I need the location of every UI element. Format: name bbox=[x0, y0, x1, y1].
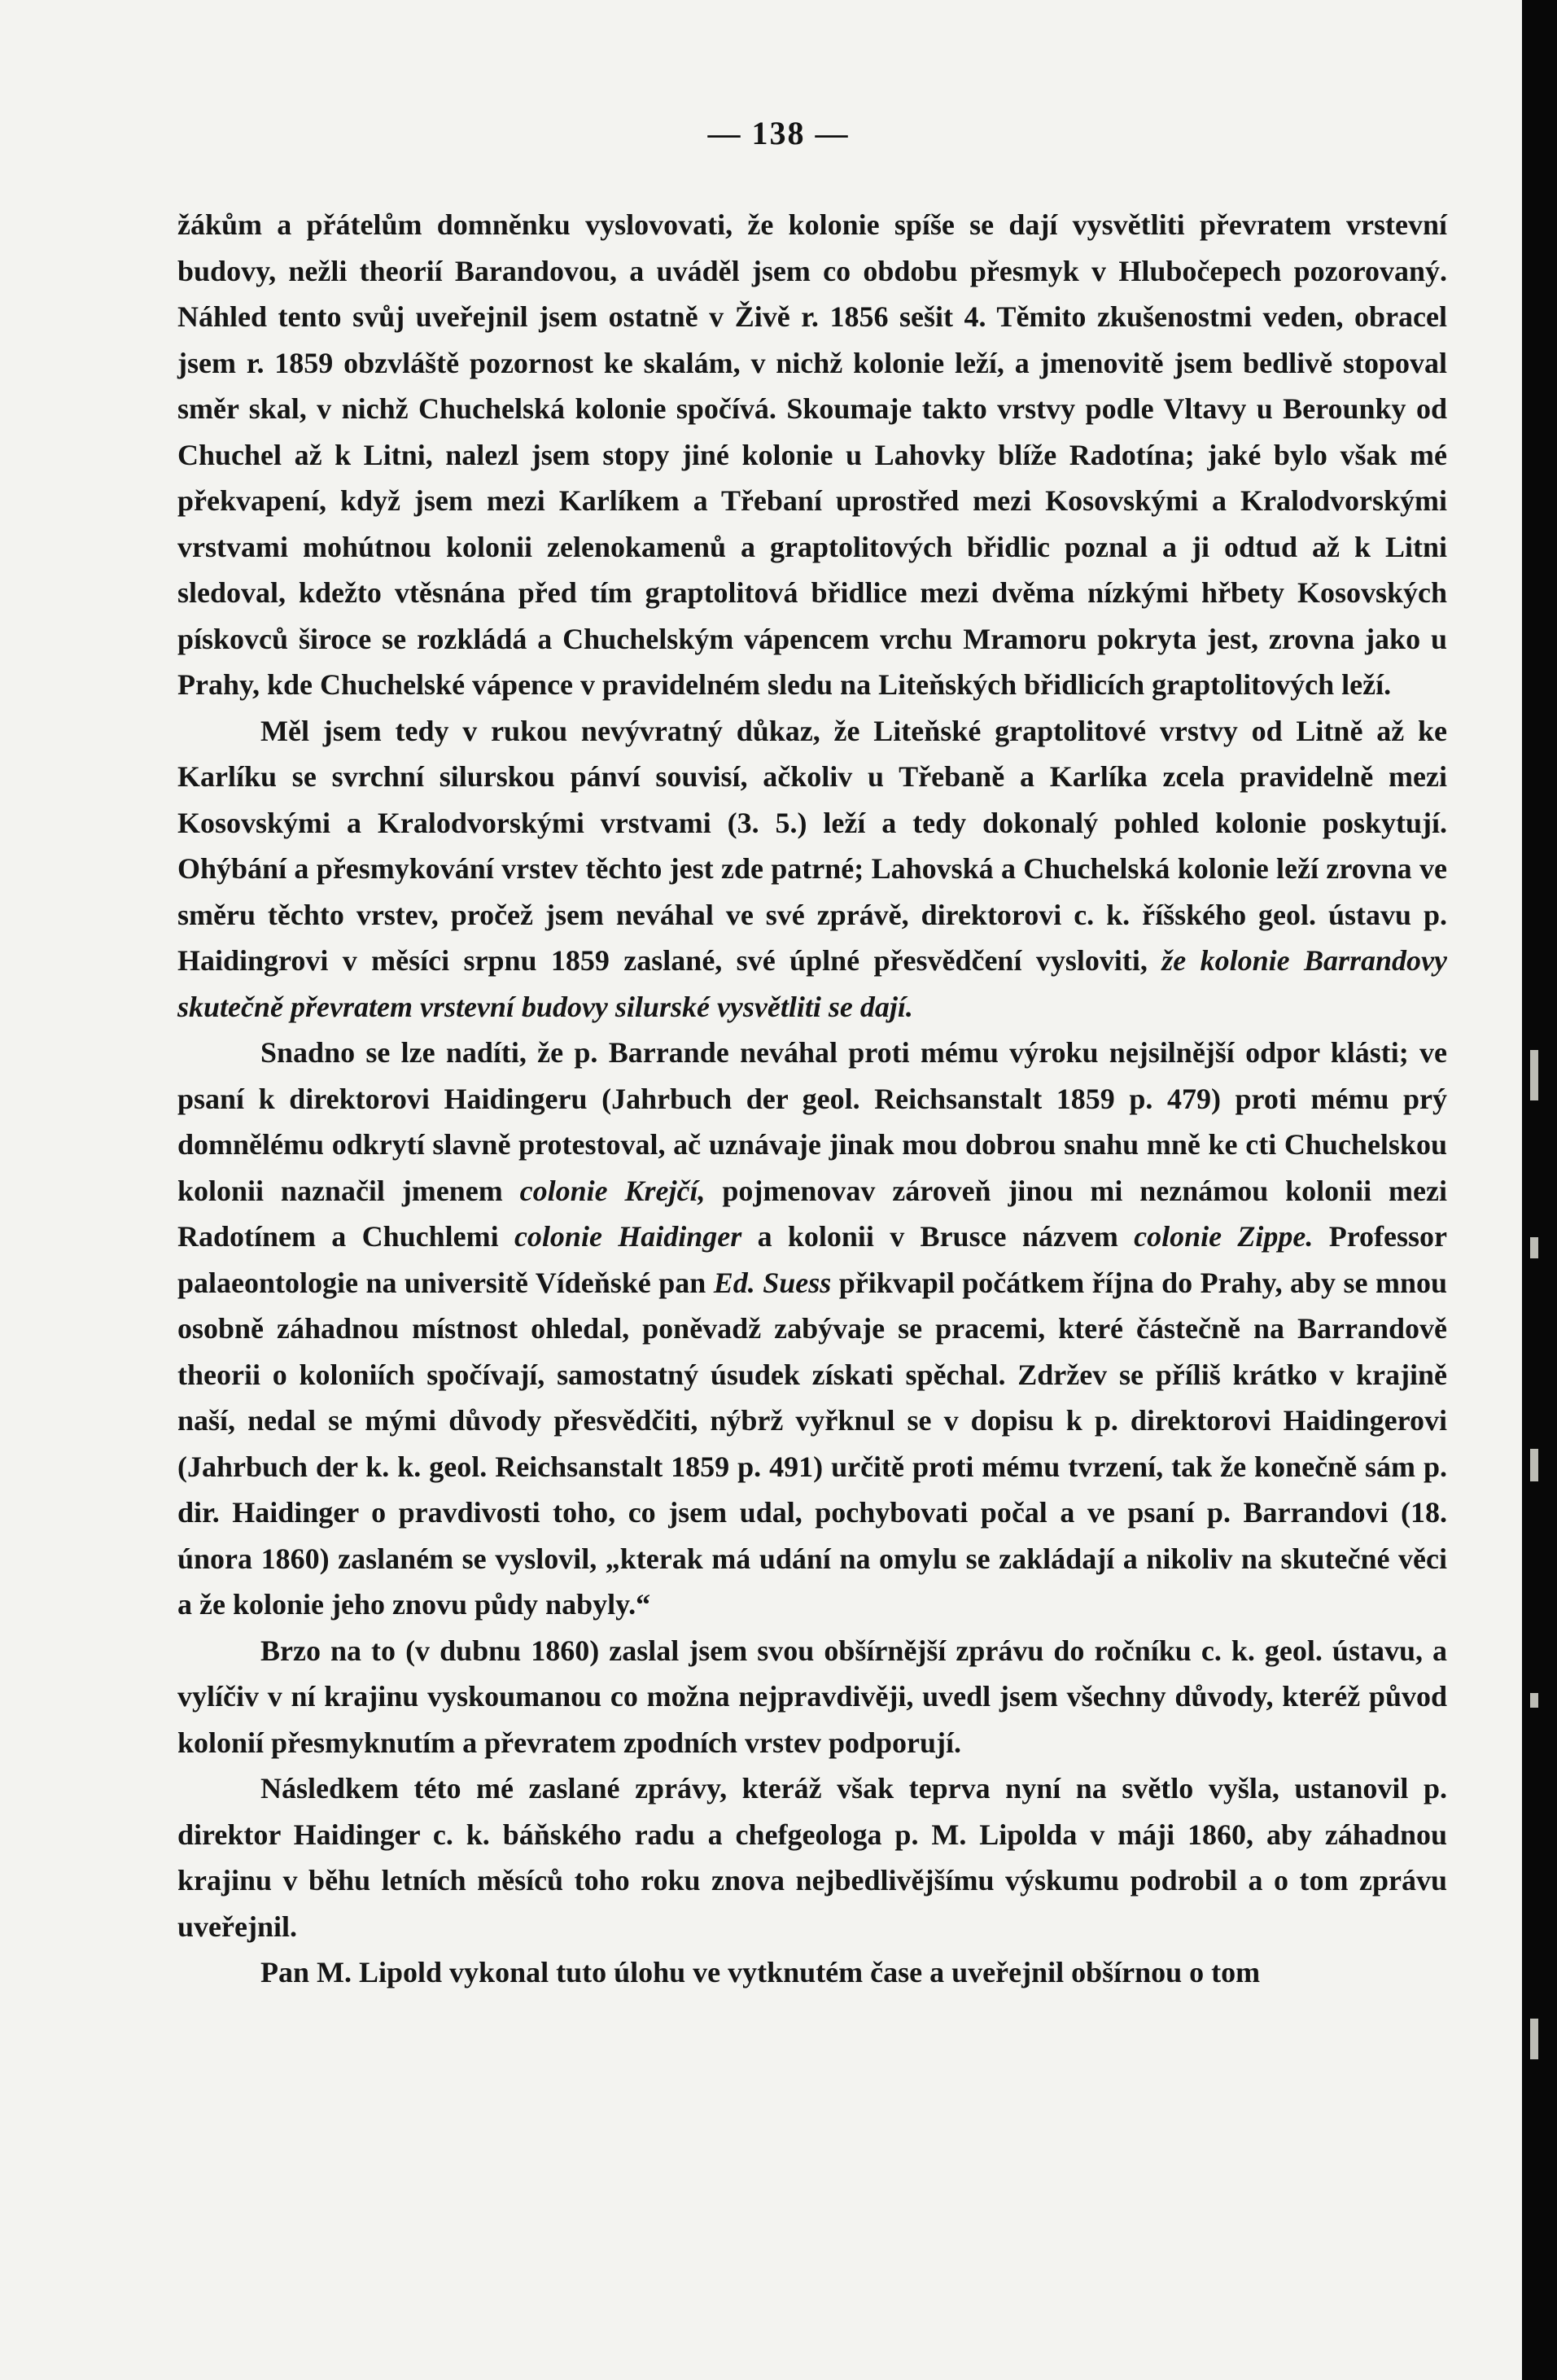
scan-edge-mark bbox=[1530, 2019, 1538, 2059]
page-number: — 138 — bbox=[707, 115, 850, 151]
paragraph-5 bbox=[177, 1765, 1447, 1949]
paragraph-5-text: Následkem této mé zaslané zprávy, kteráž však teprva nyní na světlo vyšla, ustanovil p. direktor Haidinger c. k. báňského radu a chefgeologa p. M. Lipolda v máji 1860, aby záhadnou krajinu v běhu letních měsíců toho roku znova nejbedlivějšímu výskumu podrobil a o tom zprávu uveřejnil. bbox=[177, 1772, 1447, 1943]
paragraph-6-text: Pan M. Lipold vykonal tuto úlohu ve vytknutém čase a uveřejnil obšírnou o tom bbox=[260, 1956, 1261, 1988]
paragraph-3-text-a: Snadno se lze nadíti, že p. Barrande neváhal proti mému výroku nejsilnější odpor klásti; ve psaní k direktorovi Haidingeru (Jahrbuch der geol. Reichsanstalt 1859 p. 479) proti mému prý domnělému odkrytí slavně protestoval, ač uznávaje jinak mou dobrou snahu mně ke cti Chuchelskou kolonii naznačil jmenem bbox=[177, 1036, 1447, 1207]
scan-edge-mark bbox=[1530, 1237, 1538, 1258]
paragraph-3-text-c: a kolonii v Brusce názvem bbox=[741, 1220, 1135, 1253]
body-text bbox=[177, 202, 1447, 1996]
paragraph-3 bbox=[177, 1030, 1447, 1628]
paragraph-1-text: žákům a přátelům domněnku vyslovovati, že kolonie spíše se dají vysvětliti převratem vrstevní budovy, nežli theorií Barandovou, a uváděl jsem co obdobu přesmyk v Hlubočepech pozorovaný. Náhled tento svůj uveřejnil jsem ostatně v Živě r. 1856 sešit 4. Těmito zkušenostmi veden, obracel jsem r. 1859 obzvláště pozornost ke skalám, v nichž kolonie leží, a jmenovitě jsem bedlivě stopoval směr skal, v nichž Chuchelská kolonie spočívá. Skoumaje takto vrstvy podle Vltavy u Berounky od Chuchel až k Litni, nalezl jsem stopy jiné kolonie u Lahovky blíže Radotína; jaké bylo však mé překvapení, když jsem mezi Karlíkem a Třebaní uprostřed mezi Kosovskými a Kralodvorskými vrstvami mohútnou kolonii zelenokamenů a graptolitových břidlic poznal a ji odtud až k Litni sledoval, kdežto vtěsnána před tím graptolitová břidlice mezi dvěma nízkými hřbety Kosovských pískovců široce se rozkládá a Chuchelským vápencem vrchu Mramoru pokryta jest, zrovna jako u Prahy, kde Chuchelské vápence v pravidelném sledu na Liteňských břidlicích graptolitových leží. bbox=[177, 208, 1447, 701]
paragraph-1 bbox=[177, 202, 1447, 708]
ed-suess: Ed. Suess bbox=[713, 1266, 832, 1299]
colonie-krejci: colonie Krejčí, bbox=[519, 1174, 706, 1207]
scan-edge-mark bbox=[1530, 1050, 1538, 1100]
paragraph-6 bbox=[177, 1949, 1447, 1996]
paragraph-3-text-e: přikvapil počátkem října do Prahy, aby se mnou osobně záhadnou místnost ohledal, poněvadž zabývaje se pracemi, které částečně na Barrandově theorii o koloniích spočívají, samostatný úsudek získati spěchal. Zdržev se příliš krátko v krajině naší, nedal se mými důvody přesvědčiti, nýbrž vyřknul se v dopisu k p. direktorovi Haidingerovi (Jahrbuch der k. k. geol. Reichsanstalt 1859 p. 491) určitě proti mému tvrzení, tak že konečně sám p. dir. Haidinger o pravdivosti toho, co jsem udal, pochybovati počal a ve psaní p. Barrandovi (18. února 1860) zaslaném se vyslovil, „kterak má udání na omylu se zakládají a nikoliv na skutečné věci a že kolonie jeho znovu půdy nabyly.“ bbox=[177, 1266, 1447, 1621]
paragraph-2-text: Měl jsem tedy v rukou nevývratný důkaz, že Liteňské graptolitové vrstvy od Litně až ke Karlíku se svrchní silurskou pánví souvisí, ačkoliv u Třebaně a Karlíka zcela pravidelně mezi Kosovskými a Kralodvorskými vrstvami (3. 5.) leží a tedy dokonalý pohled kolonie poskytují. Ohýbání a přesmykování vrstev těchto jest zde patrné; Lahovská a Chuchelská kolonie leží zrovna ve směru těchto vrstev, pročež jsem neváhal ve své zprávě, direktorovi c. k. říšského geol. ústavu p. Haidingrovi v měsíci srpnu 1859 zaslané, své úplné přesvědčení vysloviti, bbox=[177, 714, 1447, 977]
paragraph-4 bbox=[177, 1628, 1447, 1766]
paragraph-3-text-d: Professor palaeontologie na universitě Vídeňské pan bbox=[177, 1220, 1448, 1299]
paragraph-4-text: Brzo na to (v dubnu 1860) zaslal jsem svou obšírnější zprávu do ročníku c. k. geol. ústavu, a vylíčiv v ní krajinu vyskoumanou co možna nejpravdivěji, uvedl jsem všechny důvody, kteréž původ kolonií přesmyknutím a převratem zpodních vrstev podporují. bbox=[177, 1634, 1447, 1759]
paragraph-2 bbox=[177, 708, 1447, 1030]
scan-border-right bbox=[1522, 0, 1557, 2380]
paragraph-3-text-b: pojmenovav zároveň jinou mi neznámou kolonii mezi Radotínem a Chuchlemi bbox=[177, 1174, 1447, 1253]
paragraph-2-emphasis: že kolonie Barrandovy skutečně převratem vrstevní budovy silurské vysvětliti se dají. bbox=[177, 944, 1447, 1023]
scan-edge-mark bbox=[1530, 1693, 1538, 1708]
scan-edge-mark bbox=[1530, 1449, 1538, 1481]
colonie-haidinger: colonie Haidinger bbox=[514, 1220, 742, 1253]
colonie-zippe: colonie Zippe. bbox=[1134, 1220, 1314, 1253]
